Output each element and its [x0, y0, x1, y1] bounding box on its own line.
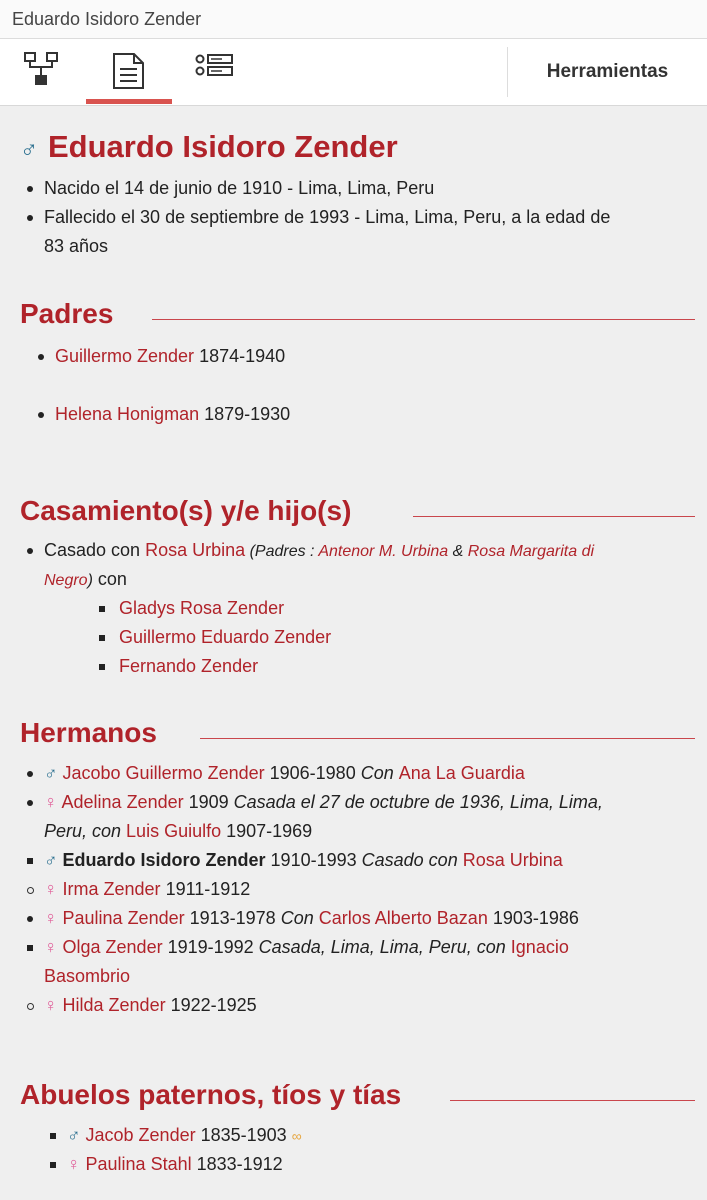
grandparent-link[interactable]: Jacob Zender — [85, 1125, 196, 1145]
sibling-spouse-link[interactable]: Ignacio — [510, 937, 569, 957]
sibling-item — [44, 933, 569, 962]
grandparents-heading: Abuelos paternos, tíos y tías — [20, 1079, 402, 1110]
ampersand: & — [448, 543, 468, 560]
marriages-rule — [413, 516, 695, 517]
female-icon: ♀ — [44, 937, 58, 957]
child-link[interactable]: Gladys Rosa Zender — [119, 598, 285, 618]
document-icon[interactable] — [109, 51, 149, 91]
sibling-link[interactable]: Olga Zender — [62, 937, 163, 957]
sibling-dates: 1919-1992 — [162, 937, 259, 957]
sibling-note: Casado con — [361, 850, 463, 870]
marriages-heading: Casamiento(s) y/e hijo(s) — [20, 495, 352, 526]
spouse-parents-label: (Padres : — [245, 543, 319, 560]
female-icon: ♀ — [44, 995, 58, 1015]
person-name: Eduardo Isidoro Zender — [48, 129, 398, 164]
death-info-cont: 83 años — [44, 236, 109, 256]
active-tab-indicator — [86, 99, 172, 104]
male-icon: ♂ — [67, 1125, 81, 1145]
marriage-rings-icon[interactable]: ∞ — [291, 1128, 302, 1144]
grandparent-link[interactable]: Paulina Stahl — [85, 1154, 192, 1174]
male-icon: ♂ — [44, 850, 58, 870]
list-icon[interactable] — [194, 51, 234, 91]
child-item — [119, 652, 258, 681]
person-name-heading — [20, 129, 398, 165]
grandparents-rule — [450, 1100, 695, 1101]
male-icon: ♂ — [44, 763, 58, 783]
parent-link[interactable]: Guillermo Zender — [55, 346, 195, 366]
sibling-dates: 1906-1980 — [264, 763, 361, 783]
parent-item — [55, 400, 290, 429]
spouse-mother-link[interactable]: Rosa Margarita di — [467, 543, 595, 560]
siblings-heading: Hermanos — [20, 717, 157, 748]
sibling-item-cont — [44, 817, 312, 846]
sibling-note-cont: Peru, con — [44, 821, 127, 841]
siblings-rule — [200, 738, 695, 739]
child-link[interactable]: Fernando Zender — [119, 656, 259, 676]
spouse-father-link[interactable]: Antenor M. Urbina — [318, 543, 449, 560]
grandparent-item — [67, 1121, 302, 1151]
self-name: Eduardo Isidoro Zender — [62, 850, 266, 870]
sibling-dates: 1911-1912 — [160, 879, 251, 899]
document-icon-graphic — [109, 51, 149, 91]
parent-dates: 1874-1940 — [194, 346, 286, 366]
parent-dates: 1879-1930 — [199, 404, 291, 424]
grandparent-dates: 1833-1912 — [191, 1154, 283, 1174]
sibling-dates: 1909 — [183, 792, 234, 812]
parents-rule — [152, 319, 695, 320]
marriage-item — [44, 536, 594, 566]
sibling-link[interactable]: Adelina Zender — [61, 792, 184, 812]
marriage-prefix: Casado con — [44, 540, 146, 560]
parent-item — [55, 342, 285, 371]
sibling-spouse-link[interactable]: Luis Guiulfo — [126, 821, 222, 841]
sibling-item — [44, 788, 603, 817]
sibling-link[interactable]: Jacobo Guillermo Zender — [62, 763, 265, 783]
con-text: con — [92, 569, 127, 589]
female-icon: ♀ — [44, 879, 58, 899]
sibling-note: Con — [360, 763, 399, 783]
tree-icon[interactable] — [22, 51, 62, 91]
grandparent-item — [67, 1150, 283, 1179]
list-icon-graphic — [194, 51, 234, 91]
close-paren: ) — [87, 572, 93, 589]
sibling-spouse-dates: 1907-1969 — [221, 821, 313, 841]
sibling-spouse-link[interactable]: Carlos Alberto Bazan — [318, 908, 488, 928]
sibling-item — [44, 875, 250, 904]
sibling-spouse-link[interactable]: Ana La Guardia — [398, 763, 525, 783]
sibling-item-self — [44, 846, 563, 875]
child-item — [119, 594, 284, 623]
sibling-item-cont — [44, 962, 130, 991]
parents-heading: Padres — [20, 298, 114, 329]
sibling-dates: 1910-1993 — [265, 850, 362, 870]
grandparent-dates: 1835-1903 — [195, 1125, 292, 1145]
tools-button[interactable]: Herramientas — [546, 61, 669, 82]
sibling-spouse-dates: 1903-1986 — [487, 908, 579, 928]
spouse-link[interactable]: Rosa Urbina — [145, 540, 246, 560]
child-item — [119, 623, 331, 652]
death-text: Fallecido el 30 de septiembre de 1993 - Lima, Lima, Peru, a la edad de — [44, 207, 611, 227]
sibling-dates: 1922-1925 — [165, 995, 257, 1015]
sibling-note: Casada, Lima, Lima, Peru, con — [258, 937, 511, 957]
birth-info — [44, 174, 434, 203]
parent-link[interactable]: Helena Honigman — [55, 404, 200, 424]
sibling-item — [44, 991, 257, 1020]
male-icon: ♂ — [20, 136, 38, 163]
child-link[interactable]: Guillermo Eduardo Zender — [119, 627, 332, 647]
window-title: Eduardo Isidoro Zender — [0, 0, 707, 39]
sibling-link[interactable]: Hilda Zender — [62, 995, 166, 1015]
female-icon: ♀ — [44, 792, 58, 812]
sibling-spouse-link-cont[interactable]: Basombrio — [44, 966, 131, 986]
sibling-link[interactable]: Irma Zender — [62, 879, 161, 899]
death-info — [44, 203, 610, 232]
sibling-dates: 1913-1978 — [184, 908, 281, 928]
sibling-item — [44, 759, 525, 788]
sibling-item — [44, 904, 579, 933]
tree-icon-graphic — [22, 51, 62, 91]
sibling-spouse-link[interactable]: Rosa Urbina — [462, 850, 563, 870]
birth-text: Nacido el 14 de junio de 1910 - Lima, Lima, Peru — [44, 178, 435, 198]
female-icon: ♀ — [67, 1154, 81, 1174]
toolbar — [0, 39, 707, 106]
sibling-link[interactable]: Paulina Zender — [62, 908, 185, 928]
spouse-mother-link-cont[interactable]: Negro — [44, 572, 88, 589]
sibling-note: Con — [280, 908, 319, 928]
female-icon: ♀ — [44, 908, 58, 928]
sibling-note: Casada el 27 de octubre de 1936, Lima, Lima, — [233, 792, 603, 812]
marriage-item-cont — [44, 565, 127, 595]
